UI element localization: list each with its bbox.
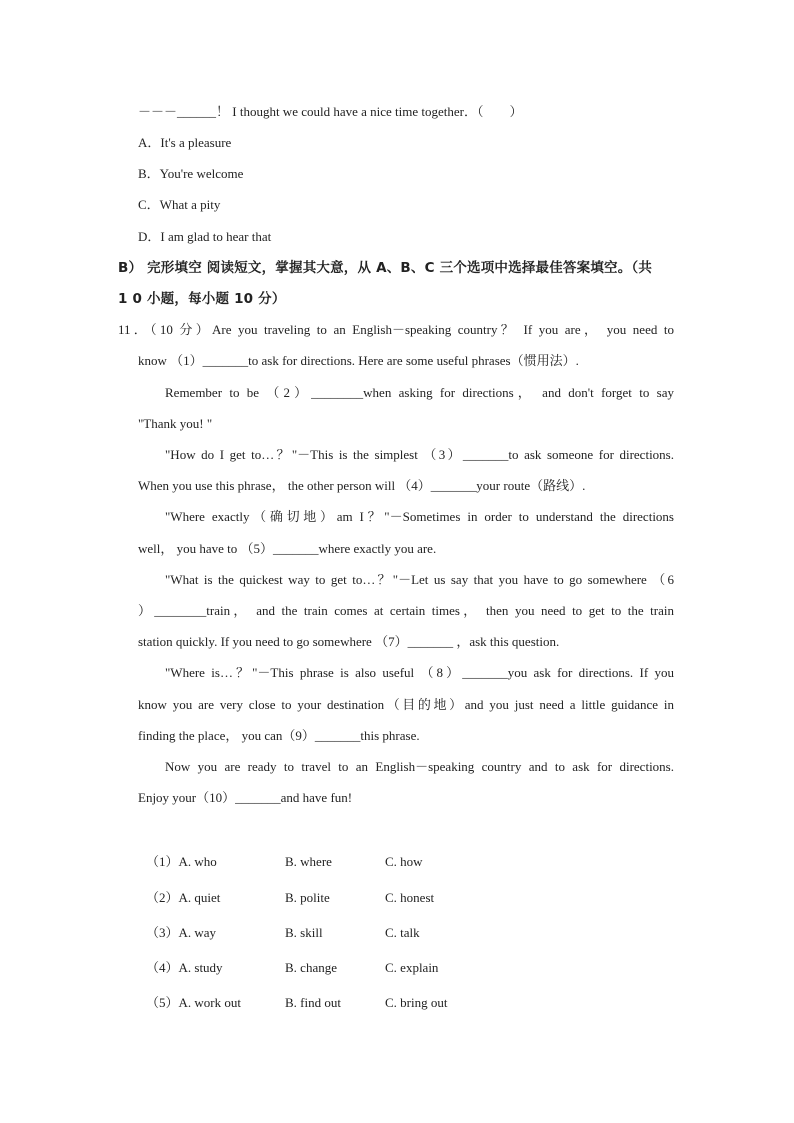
passage-line: "Where exactly（确切地）am I？"－Sometimes in order to understand the directions — [165, 509, 674, 524]
passage-line: ）________train， and the train comes at certain times， then you need to get to the train — [138, 603, 674, 618]
choice-b: B. polite — [285, 890, 330, 905]
choice-row-4 — [146, 959, 546, 977]
passage-line: know you are very close to your destination（目的地）and you just need a little guidance in — [138, 697, 674, 712]
passage-line: Enjoy your（10）_______and have fun! — [138, 790, 353, 805]
choice-a: （1）A. who — [146, 854, 217, 869]
choice-b: B. find out — [285, 995, 341, 1010]
option-d: D．I am glad to hear that — [138, 229, 272, 244]
choice-a: （3）A. way — [146, 925, 217, 940]
choice-row-2 — [146, 889, 546, 907]
choice-b: B. skill — [285, 925, 323, 940]
passage-line: 11．（10 分）Are you traveling to an English－speaking country？ If you are， you need to — [118, 322, 674, 337]
choice-c: C. bring out — [385, 995, 448, 1010]
question-10-stem: －－－______！ I thought we could have a nice time together．（ ） — [138, 104, 523, 119]
choice-a: （2）A. quiet — [146, 890, 221, 905]
option-a: A．It's a pleasure — [138, 135, 232, 150]
passage-line: When you use this phrase， the other person will （4）_______your route（路线）. — [138, 478, 586, 493]
passage-line: Now you are ready to travel to an English－speaking country and to ask for directions. — [165, 759, 674, 774]
passage-line: "What is the quickest way to get to…？"－Let us say that you have to go somewhere （6 — [165, 572, 674, 587]
passage-line: "Where is…？"－This phrase is also useful （8）_______you ask for directions. If you — [165, 665, 674, 680]
passage-line: Remember to be （2）________when asking for directions， and don't forget to say — [165, 385, 674, 400]
section-b-heading-line2: 1 0 小题，每小题 10 分） — [118, 291, 286, 307]
passage-line: "How do I get to…？"－This is the simplest （3）_______to ask someone for directions. — [165, 447, 674, 462]
passage-line: finding the place， you can（9）_______this phrase. — [138, 728, 420, 743]
passage-line: "Thank you! " — [138, 416, 213, 431]
choice-c: C. how — [385, 854, 423, 869]
choice-row-1 — [146, 853, 546, 871]
choice-b: B. where — [285, 854, 332, 869]
section-b-heading-line1: B） 完形填空 阅读短文，掌握其大意，从 A、B、C 三个选项中选择最佳答案填空。（共 — [118, 260, 653, 276]
choice-c: C. honest — [385, 890, 435, 905]
passage-line: well， you have to （5）_______where exactly you are. — [138, 541, 437, 556]
passage-line: station quickly. If you need to go somewhere （7）_______ ，ask this question. — [138, 634, 560, 649]
option-b: B．You're welcome — [138, 166, 244, 181]
choice-row-3 — [146, 924, 546, 942]
choice-row-5 — [146, 994, 546, 1012]
choice-c: C. explain — [385, 960, 439, 975]
choice-a: （5）A. work out — [146, 995, 241, 1010]
choice-a: （4）A. study — [146, 960, 223, 975]
choice-b: B. change — [285, 960, 337, 975]
option-c: C．What a pity — [138, 197, 221, 212]
passage-line: know （1）_______to ask for directions. Here are some useful phrases（惯用法）. — [138, 353, 579, 368]
choice-c: C. talk — [385, 925, 420, 940]
